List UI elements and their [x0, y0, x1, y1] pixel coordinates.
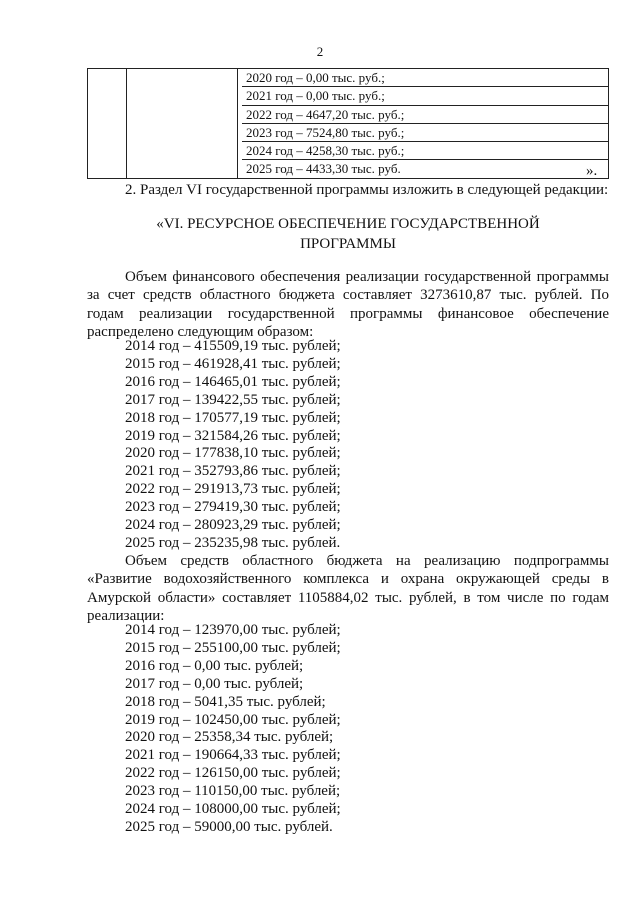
list-item: 2022 год – 126150,00 тыс. рублей;	[125, 765, 341, 782]
list-item: 2022 год – 291913,73 тыс. рублей;	[125, 481, 341, 498]
subprogram-by-year-list	[125, 622, 341, 837]
list-item: 2016 год – 146465,01 тыс. рублей;	[125, 373, 341, 390]
list-item: 2015 год – 255100,00 тыс. рублей;	[125, 639, 341, 656]
list-item: 2023 год – 110150,00 тыс. рублей;	[125, 783, 341, 800]
table-line: 2023 год – 7524,80 тыс. руб.;	[242, 124, 608, 142]
table-line: 2025 год – 4433,30 тыс. руб.	[246, 161, 401, 177]
list-item: 2018 год – 170577,19 тыс. рублей;	[125, 409, 341, 426]
list-item: 2014 год – 123970,00 тыс. рублей;	[125, 622, 341, 638]
list-item: 2025 год – 59000,00 тыс. рублей.	[125, 818, 333, 835]
table-cell-years	[238, 69, 609, 179]
heading-line-2: ПРОГРАММЫ	[300, 236, 396, 252]
list-item: 2017 год – 139422,55 тыс. рублей;	[125, 391, 341, 408]
list-item: 2023 год – 279419,30 тыс. рублей;	[125, 499, 341, 516]
list-item: 2024 год – 108000,00 тыс. рублей;	[125, 801, 341, 818]
table-cell-empty-1	[88, 69, 127, 179]
table-line: 2020 год – 0,00 тыс. руб.;	[242, 69, 608, 87]
list-item: 2015 год – 461928,41 тыс. рублей;	[125, 355, 341, 372]
list-item: 2016 год – 0,00 тыс. рублей;	[125, 657, 304, 674]
list-item: 2025 год – 235235,98 тыс. рублей.	[125, 534, 341, 551]
heading-line-1: «VI. РЕСУРСНОЕ ОБЕСПЕЧЕНИЕ ГОСУДАРСТВЕННОЙ	[156, 216, 540, 232]
list-item: 2020 год – 25358,34 тыс. рублей;	[125, 729, 334, 746]
paragraph-total-funding: Объем финансового обеспечения реализации государственной программы за счет средств областного бюджета составляет 3273610,87 тыс. рублей. По годам реализации государственной программы финансовое обеспечение распределено следующим образом:	[87, 269, 609, 341]
table-line: 2021 год – 0,00 тыс. руб.;	[242, 87, 608, 105]
page-number: 2	[316, 44, 324, 59]
list-item: 2017 год – 0,00 тыс. рублей;	[125, 675, 304, 692]
funding-table	[87, 68, 609, 179]
list-item: 2021 год – 352793,86 тыс. рублей;	[125, 463, 341, 480]
list-item: 2018 год – 5041,35 тыс. рублей;	[125, 693, 326, 710]
table-cell-empty-2	[127, 69, 238, 179]
paragraph-subprogram-funding: Объем средств областного бюджета на реализацию подпрограммы «Развитие водохозяйственного комплекса и охрана окружающей среды в Амурской области» составляет 1105884,02 тыс. рублей, в том числе по годам реализации:	[87, 553, 609, 625]
section-heading	[87, 214, 609, 254]
funding-by-year-list	[125, 338, 341, 553]
list-item: 2021 год – 190664,33 тыс. рублей;	[125, 747, 341, 764]
list-item: 2019 год – 321584,26 тыс. рублей;	[125, 427, 341, 444]
closing-quote: ».	[586, 163, 598, 179]
table-line: 2024 год – 4258,30 тыс. руб.;	[242, 142, 608, 160]
table-line: 2022 год – 4647,20 тыс. руб.;	[242, 106, 608, 124]
list-item: 2020 год – 177838,10 тыс. рублей;	[125, 445, 341, 462]
list-item: 2024 год – 280923,29 тыс. рублей;	[125, 517, 341, 534]
section-intro: 2. Раздел VI государственной программы изложить в следующей редакции:	[125, 182, 609, 198]
list-item: 2014 год – 415509,19 тыс. рублей;	[125, 338, 341, 354]
list-item: 2019 год – 102450,00 тыс. рублей;	[125, 711, 341, 728]
